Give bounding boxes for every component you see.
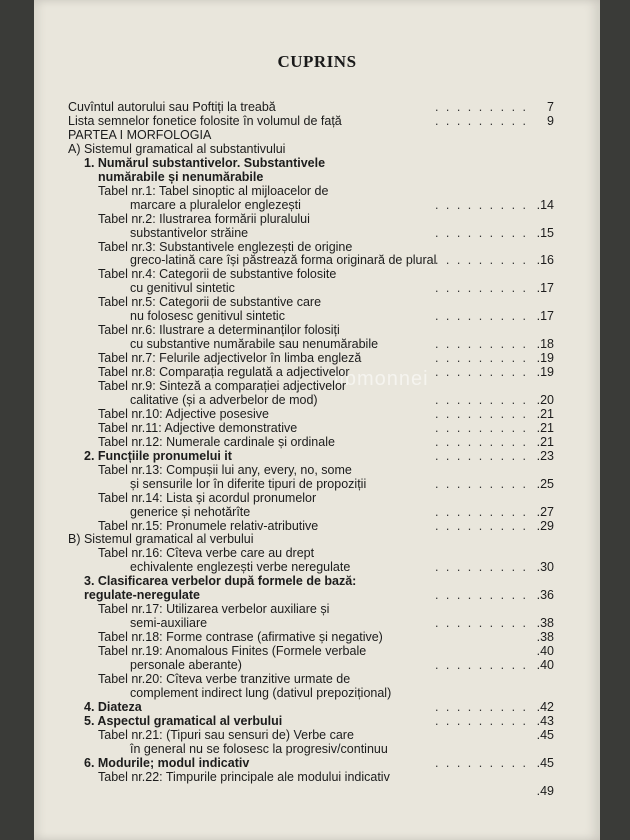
toc-entry-text: marcare a pluralelor englezești xyxy=(130,197,301,212)
toc-entry-text: Tabel nr.11: Adjective demonstrative xyxy=(98,420,298,435)
toc-page-number: .17 xyxy=(536,309,554,324)
toc-page-number: .40 xyxy=(536,658,554,672)
toc-line xyxy=(34,393,554,407)
toc-line xyxy=(34,700,554,714)
toc-entry-text: Lista semnelor fonetice folosite în volumul de față xyxy=(68,113,342,128)
toc-line xyxy=(34,546,554,560)
toc-page-number: .15 xyxy=(536,225,554,240)
toc-page-number: .25 xyxy=(536,476,554,491)
toc-line xyxy=(34,281,554,295)
toc-page-number: .20 xyxy=(536,392,554,407)
toc-leader-dots: . . . . . . . . . xyxy=(434,504,528,519)
toc-entry-text: PARTEA I MORFOLOGIA xyxy=(68,127,212,142)
toc-line xyxy=(34,658,554,672)
toc-entry-text: Cuvîntul autorului sau Poftiți la treabă xyxy=(68,100,276,114)
toc-leader-dots: . . . . . . . . . xyxy=(434,253,528,268)
toc-page-number: .45 xyxy=(536,727,554,742)
toc-entry-text: 2. Funcțiile pronumelui it xyxy=(84,448,232,463)
toc-leader-dots: . . . . . . . . . xyxy=(434,392,528,407)
toc-entry-text: calitative (și a adverbelor de mod) xyxy=(130,392,318,407)
toc-line xyxy=(34,560,554,574)
toc-entry-text: Tabel nr.14: Lista și acordul pronumelor xyxy=(98,490,317,505)
toc-leader-dots: . . . . . . . . . xyxy=(434,434,528,449)
toc-entry-text: și sensurile lor în diferite tipuri de propoziții xyxy=(130,476,367,491)
toc-leader-dots: . . . . . . . . . xyxy=(434,420,528,435)
toc-leader-dots: . . . . . . . . . xyxy=(434,100,528,114)
toc-line xyxy=(34,379,554,393)
toc-leader-dots: . . . . . . . . . xyxy=(434,755,528,770)
toc-line xyxy=(34,588,554,602)
toc-entry-text: Tabel nr.15: Pronumele relativ-atributive xyxy=(98,518,319,533)
toc-line xyxy=(34,212,554,226)
toc-entry-text: Tabel nr.20: Cîteva verbe tranzitive urmate de xyxy=(98,671,351,686)
toc-entry-text: Tabel nr.3: Substantivele englezești de origine xyxy=(98,239,353,254)
toc-entry-text: Tabel nr.12: Numerale cardinale și ordinale xyxy=(98,434,335,449)
toc-page-number: .18 xyxy=(536,337,554,352)
toc-line xyxy=(34,742,554,756)
toc-page-number: .17 xyxy=(536,281,554,296)
toc-leader-dots: . . . . . . . . . xyxy=(434,351,528,366)
toc-entry-text: greco-latină care își păstrează forma originară de plural xyxy=(130,253,437,268)
toc-line xyxy=(34,686,554,700)
toc-entry-text: Tabel nr.16: Cîteva verbe care au drept xyxy=(98,546,315,561)
toc-page-number: .45 xyxy=(536,755,554,770)
toc-line xyxy=(34,198,554,212)
toc-page-number: .38 xyxy=(536,630,554,645)
toc-entry-text: Tabel nr.10: Adjective posesive xyxy=(98,406,269,421)
toc-line xyxy=(34,156,554,170)
toc-page-number: .42 xyxy=(536,699,554,714)
toc-entry-text: Tabel nr.8: Comparația regulată a adjectivelor xyxy=(98,365,350,380)
toc-page-number: .30 xyxy=(536,560,554,575)
toc-entry-text: cu genitivul sintetic xyxy=(130,281,235,296)
toc-entry-text: 3. Clasificarea verbelor după formele de bază: xyxy=(84,574,357,589)
toc-line xyxy=(34,728,554,742)
toc-line xyxy=(34,602,554,616)
toc-entry-text: Tabel nr.17: Utilizarea verbelor auxiliare și xyxy=(98,602,330,617)
toc-entry-text: echivalente englezești verbe neregulate xyxy=(130,560,351,575)
toc-entry-text: Tabel nr.13: Compușii lui any, every, no, some xyxy=(98,462,352,477)
page-title: CUPRINS xyxy=(277,52,357,71)
toc-entry-text: substantivelor străine xyxy=(130,225,249,240)
toc-leader-dots: . . . . . . . . . xyxy=(434,337,528,352)
toc-page-number: .21 xyxy=(536,420,554,435)
toc-line xyxy=(34,421,554,435)
toc-page-number: .14 xyxy=(536,197,554,212)
toc-page-number: .36 xyxy=(536,588,554,603)
toc-entry-text: Tabel nr.4: Categorii de substantive folosite xyxy=(98,267,337,282)
toc-line xyxy=(34,142,554,156)
toc-page-number: 9 xyxy=(547,113,554,128)
toc-entry-text: Tabel nr.21: (Tipuri sau sensuri de) Verbe care xyxy=(98,727,354,742)
toc-line xyxy=(34,714,554,728)
toc-entry-text: 4. Diateza xyxy=(84,699,142,714)
toc-entry-text: 1. Numărul substantivelor. Substantivele xyxy=(84,155,326,170)
toc-leader-dots: . . . . . . . . . xyxy=(434,658,528,672)
toc-line xyxy=(34,644,554,658)
toc-entry-text: Tabel nr.22: Timpurile principale ale modului indicativ xyxy=(98,769,390,784)
toc-line xyxy=(34,616,554,630)
toc-entry-text: generice și nehotărîte xyxy=(130,504,251,519)
toc-entry-text: cu substantive numărabile sau nenumărabile xyxy=(130,337,379,352)
toc-line xyxy=(34,784,554,798)
toc-entry-text: Tabel nr.5: Categorii de substantive care xyxy=(98,295,322,310)
toc-line xyxy=(34,449,554,463)
toc-line xyxy=(34,435,554,449)
toc-leader-dots: . . . . . . . . . xyxy=(434,699,528,714)
toc-entry-text: Tabel nr.2: Ilustrarea formării pluralului xyxy=(98,211,310,226)
toc-line xyxy=(34,170,554,184)
toc-line xyxy=(34,240,554,254)
toc-page-number: .16 xyxy=(536,253,554,268)
toc-page-number: .43 xyxy=(536,713,554,728)
toc-page-number: .40 xyxy=(536,644,554,659)
toc-entry-text: Tabel nr.7: Felurile adjectivelor în limba engleză xyxy=(98,351,362,366)
toc-entry-text: în general nu se folosesc la progresiv/continuu xyxy=(130,741,388,756)
toc-entry-text: Tabel nr.9: Sinteză a comparației adjectivelor xyxy=(98,379,347,393)
toc-entry-text: 5. Aspectul gramatical al verbului xyxy=(84,713,283,728)
toc-line xyxy=(34,226,554,240)
toc-entry-text: complement indirect lung (dativul prepozițional) xyxy=(130,685,392,700)
toc-leader-dots: . . . . . . . . . xyxy=(434,713,528,728)
toc-page-number: 7 xyxy=(547,100,554,114)
toc-line xyxy=(34,295,554,309)
toc-entry-text: B) Sistemul gramatical al verbului xyxy=(68,532,254,547)
toc-line xyxy=(34,337,554,351)
toc-line xyxy=(34,114,554,128)
toc-leader-dots: . . . . . . . . . xyxy=(434,616,528,631)
toc-page-number: .21 xyxy=(536,434,554,449)
toc-line xyxy=(34,519,554,533)
toc-leader-dots: . . . . . . . . . xyxy=(434,281,528,296)
toc-page-number: .29 xyxy=(536,518,554,533)
toc-entry-text: nu folosesc genitivul sintetic xyxy=(130,309,285,324)
toc-line xyxy=(34,630,554,644)
toc-line xyxy=(34,267,554,281)
toc-line xyxy=(34,309,554,323)
toc-line xyxy=(34,672,554,686)
toc-leader-dots: . . . . . . . . . xyxy=(434,365,528,380)
toc-line xyxy=(34,184,554,198)
toc-entry-text: regulate-neregulate xyxy=(84,588,201,603)
toc-entry-text: personale aberante) xyxy=(130,658,242,672)
toc-line xyxy=(34,505,554,519)
toc-leader-dots: . . . . . . . . . xyxy=(434,309,528,324)
toc-leader-dots: . . . . . . . . . xyxy=(434,448,528,463)
toc-line xyxy=(34,128,554,142)
toc-line xyxy=(34,100,554,114)
toc-page-number: .19 xyxy=(536,351,554,366)
toc-entry-text: 6. Modurile; modul indicativ xyxy=(84,755,250,770)
toc-line xyxy=(34,770,554,784)
toc-line xyxy=(34,253,554,267)
toc-page-number: .27 xyxy=(536,504,554,519)
toc-entry-text: Tabel nr.1: Tabel sinoptic al mijloacelor de xyxy=(98,183,329,198)
toc-line xyxy=(34,574,554,588)
toc-leader-dots: . . . . . . . . . xyxy=(434,560,528,575)
toc-page-number: .21 xyxy=(536,406,554,421)
toc-entry-text: A) Sistemul gramatical al substantivului xyxy=(68,141,286,156)
toc-line xyxy=(34,463,554,477)
toc-line xyxy=(34,491,554,505)
toc-entry-text: Tabel nr.19: Anomalous Finites (Formele verbale xyxy=(98,644,367,659)
watermark: libmonnei xyxy=(334,368,429,390)
book-page xyxy=(34,0,600,840)
toc-line xyxy=(34,532,554,546)
toc-line xyxy=(34,756,554,770)
toc-leader-dots: . . . . . . . . . xyxy=(434,476,528,491)
toc-leader-dots: . . . . . . . . . xyxy=(434,588,528,603)
toc-page-number: .49 xyxy=(536,783,554,798)
toc-leader-dots: . . . . . . . . . xyxy=(434,518,528,533)
toc-leader-dots: . . . . . . . . . xyxy=(434,113,528,128)
toc-leader-dots: . . . . . . . . . xyxy=(434,406,528,421)
toc-page-number: .19 xyxy=(536,365,554,380)
toc-line xyxy=(34,351,554,365)
toc-line xyxy=(34,407,554,421)
toc-entry-text: Tabel nr.6: Ilustrare a determinanților folosiți xyxy=(98,323,340,338)
toc-page-number: .23 xyxy=(536,448,554,463)
toc-leader-dots: . . . . . . . . . xyxy=(434,197,528,212)
toc-line xyxy=(34,365,554,379)
toc-entry-text: numărabile și nenumărabile xyxy=(98,169,264,184)
toc-entry-text: semi-auxiliare xyxy=(130,616,208,631)
toc-page-number: .38 xyxy=(536,616,554,631)
toc-entry-text: Tabel nr.18: Forme contrase (afirmative și negative) xyxy=(98,630,383,645)
toc-leader-dots: . . . . . . . . . xyxy=(434,225,528,240)
toc-line xyxy=(34,323,554,337)
toc-line xyxy=(34,477,554,491)
